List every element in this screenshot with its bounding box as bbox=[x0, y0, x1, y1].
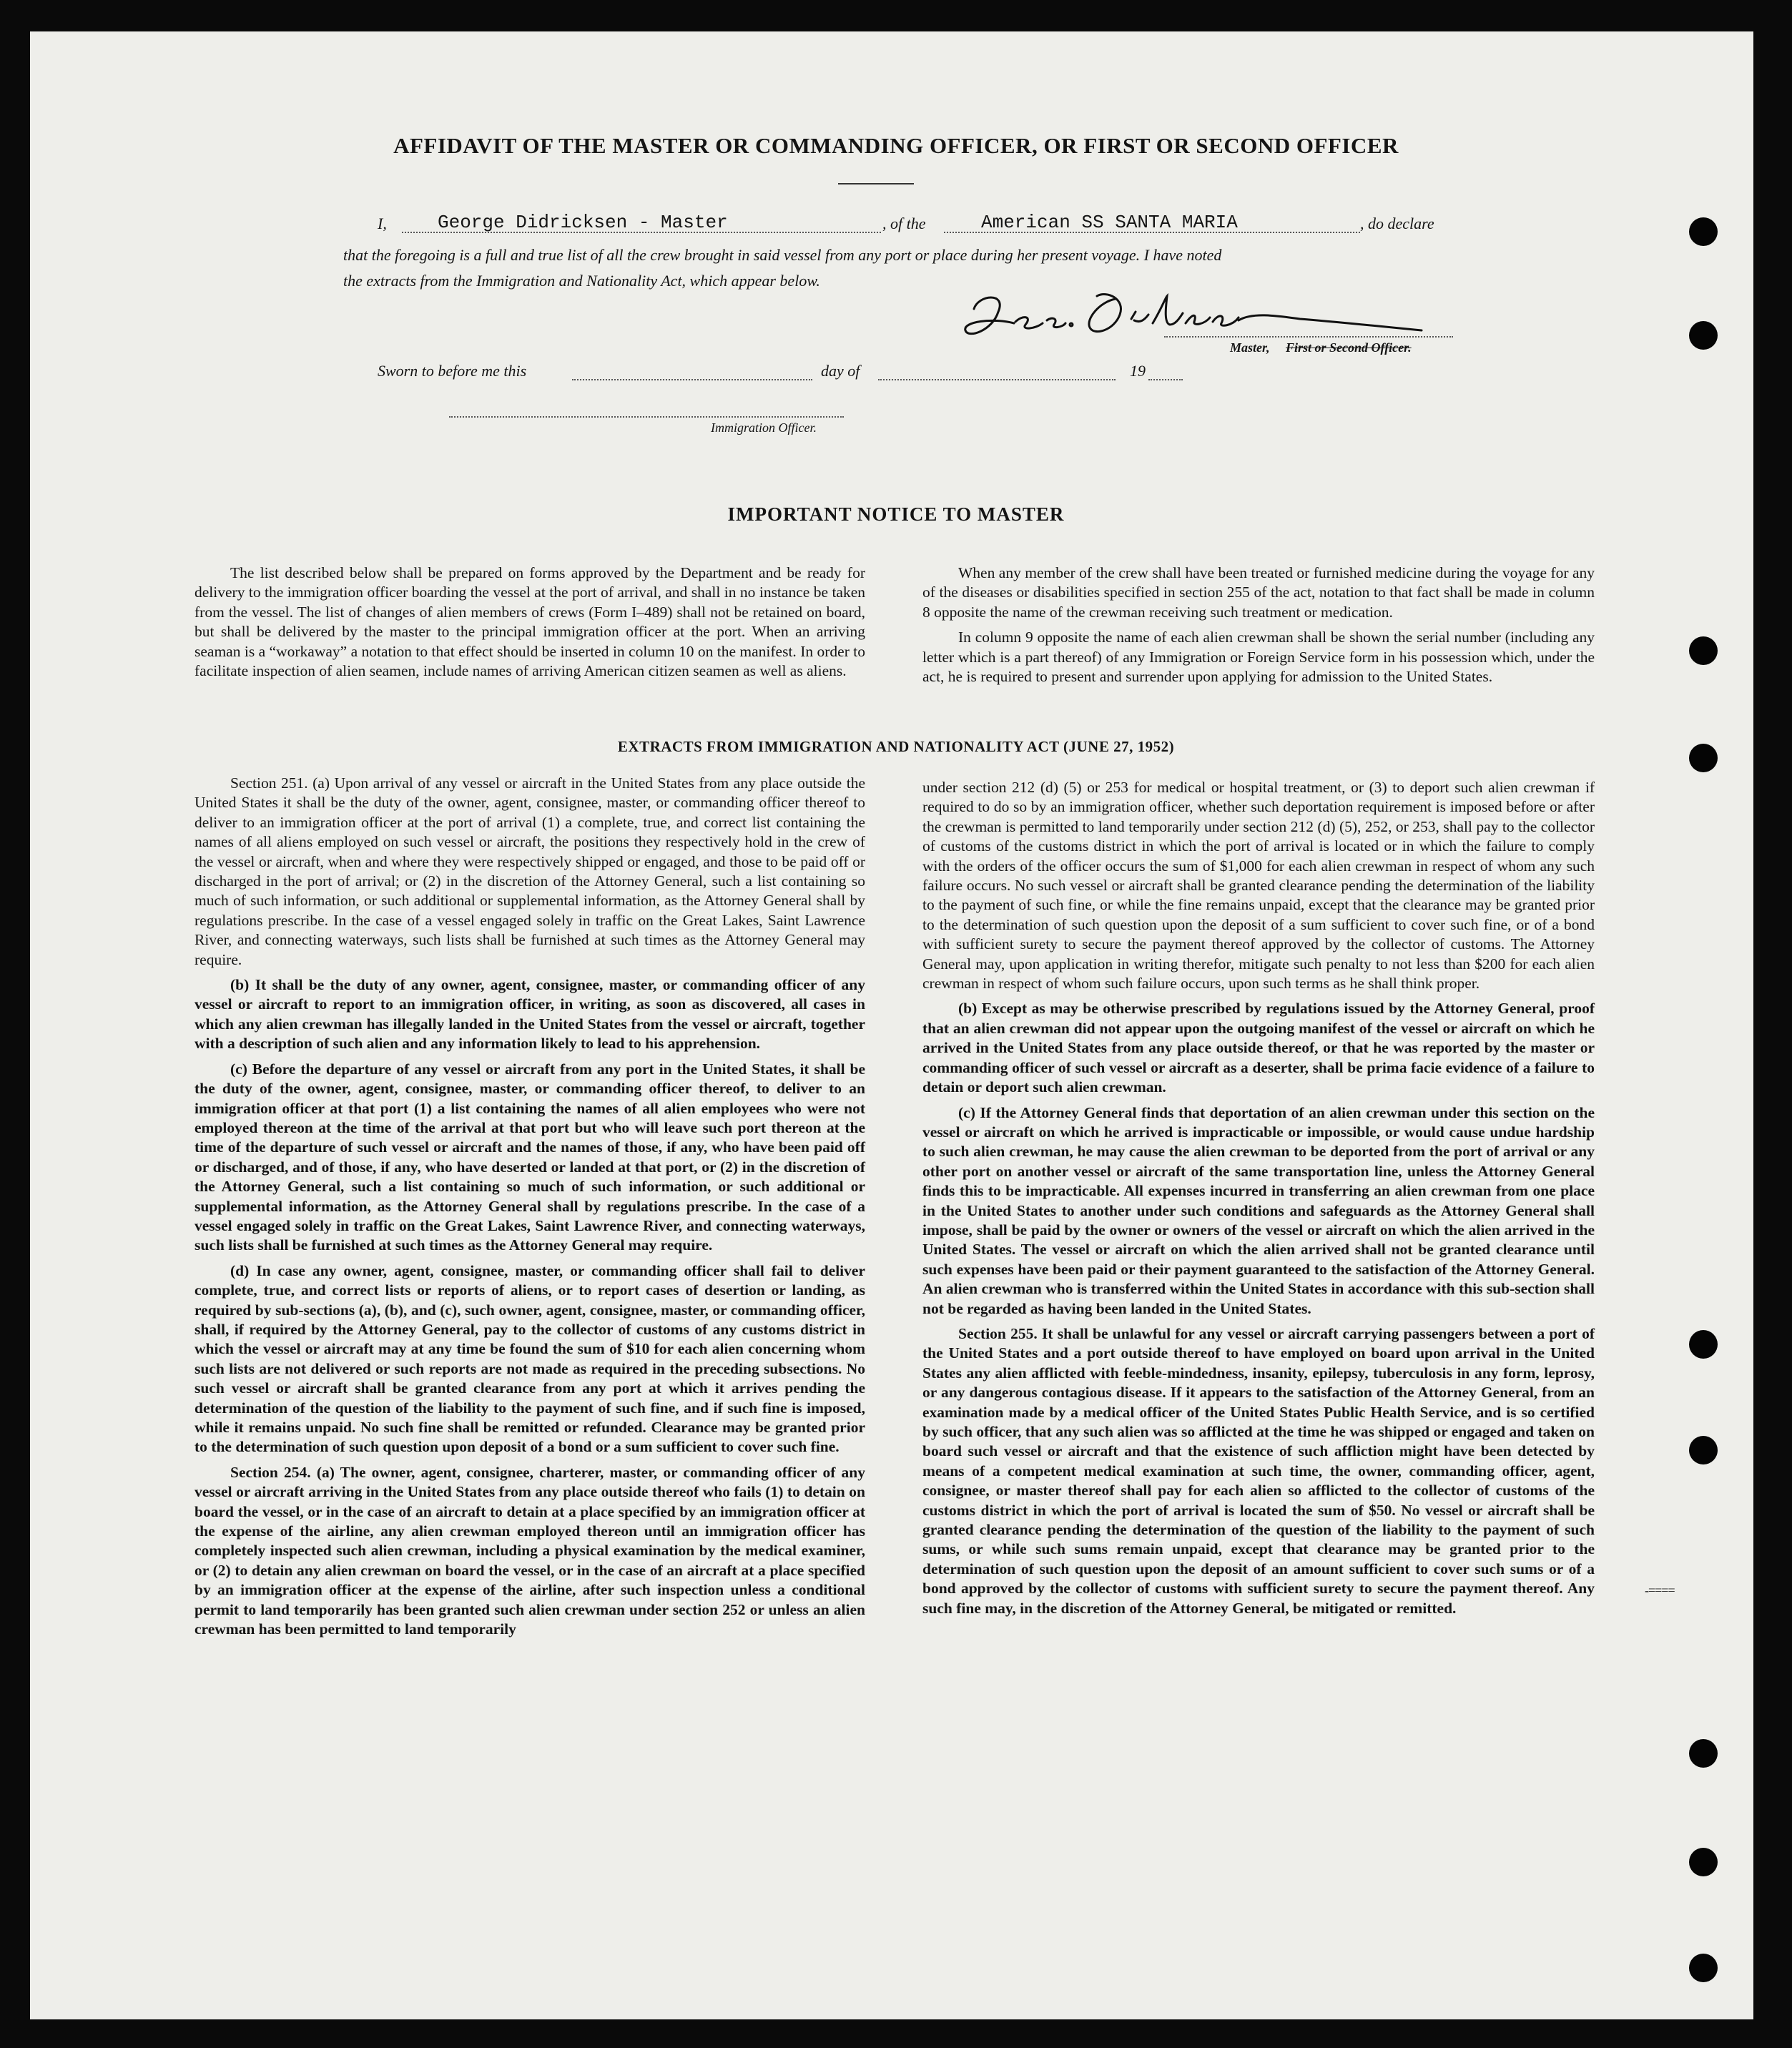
sworn-day-of: day of bbox=[821, 362, 860, 380]
section-251d-paragraph: (d) In case any owner, agent, consignee, master, or commanding officer shall fail to deliver complete, true, and correct lists or reports of aliens, or to report cases of desertion or landing, as required by sub-sections (a), (b), and (c), such owner, agent, consignee, master, or commanding officer, shall, if required by the Attorney General, pay to the collector of customs of any customs district in which the vessel or aircraft may at any time be found the sum of $10 for each alien concerning whom such lists are not delivered or such reports are not made as required in the preceding subsections. No such vessel or aircraft shall be granted clearance from any port at which it arrives pending the determination of the question of the liability to the payment of such fine, and if such fine is imposed, while it remains unpaid. No such fine shall be remitted or refunded. Clearance may be granted prior to the determination of such question upon deposit of a bond or a sum sufficient to cover such fine. bbox=[195, 1261, 865, 1456]
section-251b-paragraph: (b) It shall be the duty of any owner, agent, consignee, master, or commanding officer of any vessel or aircraft to report to an immigration officer, in writing, as soon as discovered, all cases in which any alien crewman has illegally landed in the United States from the vessel or aircraft, together with a description of such alien and any information likely to lead to his apprehension. bbox=[195, 976, 865, 1053]
section-254c-paragraph: (c) If the Attorney General finds that deportation of an alien crewman under this section on the vessel or aircraft on which he arrived is impracticable or impossible, or would cause undue hardship to such alien crewman, he may cause the alien crewman to be deported from the port of arrival or any other port on another vessel or aircraft of the same transportation line, unless the Attorney General finds this to be impracticable. All expenses incurred in transferring an alien crewman from one place in the United States to another under such conditions and safeguards as the Attorney General shall impose, shall be paid by the owner or owners of the vessel or aircraft on which the alien arrived in the United States. The vessel or aircraft on which the alien arrived shall not be granted clearance until such expenses have been paid or their payment guaranteed to the satisfaction of the Attorney General. An alien crewman who is transferred within the United States in accordance with this sub-section shall not be regarded as having been landed in the United States. bbox=[922, 1103, 1595, 1317]
signature-caption-struck: First or Second Officer. bbox=[1286, 340, 1412, 355]
notice-left-column bbox=[195, 563, 865, 686]
section-254a-continued-paragraph: under section 212 (d) (5) or 253 for medical or hospital treatment, or (3) to deport such alien crewman if required to do so by an immigration officer, whether such deportation requirement is imposed before or after the crewman is permitted to land temporarily under section 212 (d) (5), 252, or 253, shall pay to the collector of customs of the customs district in which the port of arrival is located or in which the failure to comply with the orders of the officer occurs the sum of $1,000 for each alien crewman in respect of whom any such failure occurs. No such vessel or aircraft shall be granted clearance pending the determination of the liability to the payment of such fine, or while the fine remains unpaid, except that the clearance may be granted prior to the determination of such question upon the deposit of a sum sufficient to cover such fine, or of a bond with sufficient surety to secure the payment thereof approved by the collector of customs. The Attorney General may, upon application in writing therefor, mitigate such penalty to not less than $200 for each alien crewman in respect of whom such failure occurs, upon such terms as he shall think proper. bbox=[922, 779, 1595, 993]
punch-hole-icon bbox=[1689, 1436, 1718, 1464]
notice-paragraph: The list described below shall be prepared on forms approved by the Department and be ready for delivery to the immigration officer boarding the vessel at the port of arrival, and shall in no instance be taken from the vessel. The list of changes of alien members of crews (Form I–489) shall not be retained on board, but shall be delivered by the master to the principal immigration officer at the port. When an arriving seaman is a “workaway” a notation to that effect should be inserted in column 10 on the manifest. In order to facilitate inspection of alien seamen, include names of arriving American citizen seamen as well as aliens. bbox=[195, 564, 865, 680]
section-255-paragraph: Section 255. It shall be unlawful for any vessel or aircraft carrying passengers between a port of the United States and a port outside thereof to have employed on board upon arrival in the United States any alien afflicted with feeble-mindedness, insanity, epilepsy, tuberculosis in any form, leprosy, or any dangerous contagious disease. If it appears to the satisfaction of the Attorney General, from an examination made by a medical officer of the United States Public Health Service, and is so certified by such officer, that any such alien was so afflicted at the time he was shipped or engaged and taken on board such vessel or aircraft and that the existence of such affliction might have been detected by means of a competent medical examination at such time, the owner, commanding officer, agent, consignee, or master thereof shall pay for each alien so afflicted to the collector of customs of the customs district in which the port of arrival is located the sum of $50. No vessel or aircraft shall be granted clearance pending the determination of the question of the liability to the payment of such sums, or while such sums remain unpaid, except that clearance may be granted prior to the determination of such question upon the deposit of an amount sufficient to cover such sums or of a bond approved by the collector of customs with sufficient surety to secure the payment thereof. Any such fine may, in the discretion of the Attorney General, be mitigated or remitted. bbox=[922, 1324, 1595, 1617]
punch-hole-icon bbox=[1689, 636, 1718, 665]
section-251a-paragraph: Section 251. (a) Upon arrival of any vessel or aircraft in the United States from any place outside the United States it shall be the duty of the owner, agent, consignee, master, or commanding officer thereof to deliver to an immigration officer at the port of arrival (1) a complete, true, and correct list containing the names of all aliens employed on such vessel or aircraft, the positions they respectively hold in the crew of the vessel or aircraft, when and where they were respectively shipped or engaged, and those to be paid off or discharged in the port of arrival; or (2) in the discretion of the Attorney General, such a list containing so much of such information, or such additional or supplemental information, as the Attorney General shall by regulations prescribe. In the case of a vessel engaged solely in traffic on the Great Lakes, Saint Lawrence River, and connecting waterways, such lists shall be furnished at such times as the Attorney General may require. bbox=[195, 774, 865, 968]
section-254b-paragraph: (b) Except as may be otherwise prescribed by regulations issued by the Attorney General, proof that an alien crewman did not appear upon the outgoing manifest of the vessel or aircraft on which he arrived in the United States from any place outside thereof, or that he was reported by the master or commanding officer of such vessel or aircraft as a deserter, shall be prima facie evidence of a failure to detain or deport such alien crewman. bbox=[922, 1000, 1595, 1096]
declaration-do-declare: , do declare bbox=[1360, 215, 1434, 232]
sworn-month-dotted-line bbox=[878, 379, 1116, 380]
punch-hole-icon bbox=[1689, 1848, 1718, 1876]
affidavit-title: AFFIDAVIT OF THE MASTER OR COMMANDING OFFICER, OR FIRST OR SECOND OFFICER bbox=[393, 133, 1399, 158]
sworn-day-dotted-line bbox=[572, 379, 812, 380]
extracts-left-column bbox=[195, 774, 865, 1645]
declaration-prefix: I, bbox=[378, 215, 387, 232]
punch-hole-icon bbox=[1689, 321, 1718, 350]
punch-hole-icon bbox=[1689, 217, 1718, 246]
punch-hole-icon bbox=[1689, 1330, 1718, 1359]
signature-caption-master: Master, bbox=[1230, 340, 1270, 355]
notice-title: IMPORTANT NOTICE TO MASTER bbox=[727, 503, 1065, 525]
sworn-prefix: Sworn to before me this bbox=[378, 362, 527, 380]
edge-mark: -==== bbox=[1645, 1583, 1675, 1597]
signature-dotted-line bbox=[1164, 336, 1453, 338]
punch-hole-icon bbox=[1689, 1954, 1718, 1982]
notice-paragraph: In column 9 opposite the name of each alien crewman shall be shown the serial number (including any letter which is a part thereof) of any Immigration or Foreign Service form in his possession which, under the act, he is required to present and surrender upon applying for admission to the United States. bbox=[922, 629, 1595, 686]
declaration-line-2: that the foregoing is a full and true list of all the crew brought in said vessel from any port or place during her present voyage. I have noted bbox=[343, 246, 1222, 264]
vessel-name-field: American SS SANTA MARIA bbox=[981, 212, 1238, 233]
title-divider bbox=[838, 183, 914, 184]
extracts-right-column bbox=[922, 778, 1595, 1624]
notice-right-column bbox=[922, 563, 1595, 692]
officer-caption: Immigration Officer. bbox=[711, 420, 817, 435]
declaration-line-3: the extracts from the Immigration and Nationality Act, which appear below. bbox=[343, 272, 820, 290]
section-251c-paragraph: (c) Before the departure of any vessel or aircraft from any port in the United States, it shall be the duty of the owner, agent, consignee, master, or commanding officer thereof, to deliver to an immigration officer at that port (1) a list containing the names of all alien employees who were not employed thereon at the time of the arrival at that port but who will leave such port thereon at the time of the departure of such vessel or aircraft and the names of those, if any, who have been paid off or discharged, and of those, if any, who have deserted or landed at that port, or (2) in the discretion of the Attorney General, such a list containing so much of such information, or such additional or supplemental information, as the Attorney General shall by regulations prescribe. In the case of a vessel engaged solely in traffic on the Great Lakes, Saint Lawrence River, and connecting waterways, such lists shall be furnished at such times as the Attorney General may require. bbox=[195, 1060, 865, 1254]
section-254a-paragraph: Section 254. (a) The owner, agent, consignee, charterer, master, or commanding officer of any vessel or aircraft arriving in the United States from any place outside thereof who fails (1) to detain on board the vessel, or in the case of an aircraft to detain at a place specified by an immigration officer at the expense of the airline, any alien crewman employed thereon until an immigration officer has completely inspected such alien crewman, including a physical examination by the medical examiner, or (2) to detain any alien crewman on board the vessel, or in the case of an aircraft at a place specified by an immigration officer at the expense of the airline, after such inspection unless a conditional permit to land temporarily has been granted such alien crewman under section 252 or unless an alien crewman has been permitted to land temporarily bbox=[195, 1463, 865, 1638]
sworn-year: 19 bbox=[1130, 362, 1146, 380]
sworn-year-dotted-line bbox=[1148, 379, 1183, 380]
notice-paragraph: When any member of the crew shall have been treated or furnished medicine during the voyage for any of the diseases or disabilities specified in section 255 of the act, notation to that fact shall be made in column 8 opposite the name of the crewman receiving such treatment or medication. bbox=[922, 564, 1595, 621]
punch-hole-icon bbox=[1689, 1739, 1718, 1768]
master-name-field: George Didricksen - Master bbox=[438, 212, 728, 233]
declaration-of-the: , of the bbox=[882, 215, 926, 232]
extracts-title: EXTRACTS FROM IMMIGRATION AND NATIONALITY ACT (JUNE 27, 1952) bbox=[617, 738, 1175, 755]
officer-dotted-line bbox=[449, 416, 844, 418]
